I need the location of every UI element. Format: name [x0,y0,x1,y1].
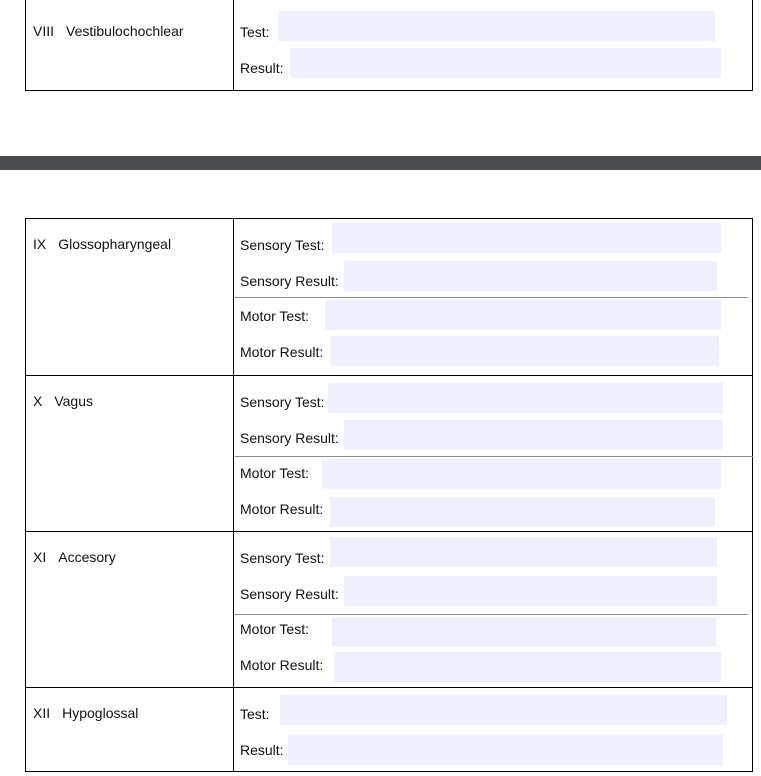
nerve-numeral: XII [33,705,51,721]
nerve-name: Hypoglossal [62,705,139,721]
nerve-label [33,23,184,39]
sensory-motor-divider [235,456,753,457]
test-label: Test: [240,706,270,722]
result-label: Result: [240,742,284,758]
nerve-numeral: X [33,393,43,409]
nerve-name: Accesory [58,549,116,565]
test-label: Test: [240,24,270,40]
motor-test-input[interactable] [332,617,716,647]
nerve-numeral: XI [33,549,47,565]
result-input[interactable] [290,48,721,78]
nerve-row-xi [26,531,752,687]
sensory-result-input[interactable] [344,261,717,291]
test-input[interactable] [280,695,727,725]
sensory-test-label: Sensory Test: [240,394,325,410]
nerve-row-viii [26,0,752,90]
nerve-name: Glossopharyngeal [58,236,172,252]
motor-test-input[interactable] [322,459,721,489]
motor-result-input[interactable] [330,336,719,366]
sensory-test-label: Sensory Test: [240,550,325,566]
motor-result-label: Motor Result: [240,657,324,673]
sensory-result-label: Sensory Result: [240,273,339,289]
nerve-label [33,236,171,252]
motor-test-label: Motor Test: [240,465,309,481]
test-input[interactable] [278,11,715,41]
nerve-row-x [26,375,752,531]
motor-test-input[interactable] [325,300,721,330]
nerve-label [33,393,93,409]
cranial-nerve-table-bottom [25,218,753,772]
sensory-result-label: Sensory Result: [240,430,339,446]
sensory-test-input[interactable] [330,537,717,567]
nerve-name: Vagus [54,393,94,409]
sensory-test-label: Sensory Test: [240,237,325,253]
motor-result-input[interactable] [330,497,715,527]
result-input[interactable] [288,735,723,765]
sensory-motor-divider [235,614,748,615]
page-break-band [0,156,761,170]
nerve-row-ix [26,219,752,375]
sensory-result-label: Sensory Result: [240,586,339,602]
nerve-label [33,549,116,565]
motor-test-label: Motor Test: [240,621,309,637]
sensory-test-input[interactable] [332,223,721,253]
result-label: Result: [240,60,284,76]
sensory-result-input[interactable] [344,576,717,606]
motor-result-input[interactable] [334,652,721,682]
nerve-name: Vestibulochochlear [66,23,184,39]
motor-result-label: Motor Result: [240,344,324,360]
motor-result-label: Motor Result: [240,501,324,517]
nerve-label [33,705,138,721]
nerve-numeral: VIII [33,23,55,39]
motor-test-label: Motor Test: [240,308,309,324]
cranial-nerve-table-top [25,0,753,91]
sensory-test-input[interactable] [328,383,723,413]
nerve-row-xii [26,687,752,771]
sensory-motor-divider [235,297,748,298]
nerve-numeral: IX [33,236,47,252]
sensory-result-input[interactable] [344,420,723,450]
